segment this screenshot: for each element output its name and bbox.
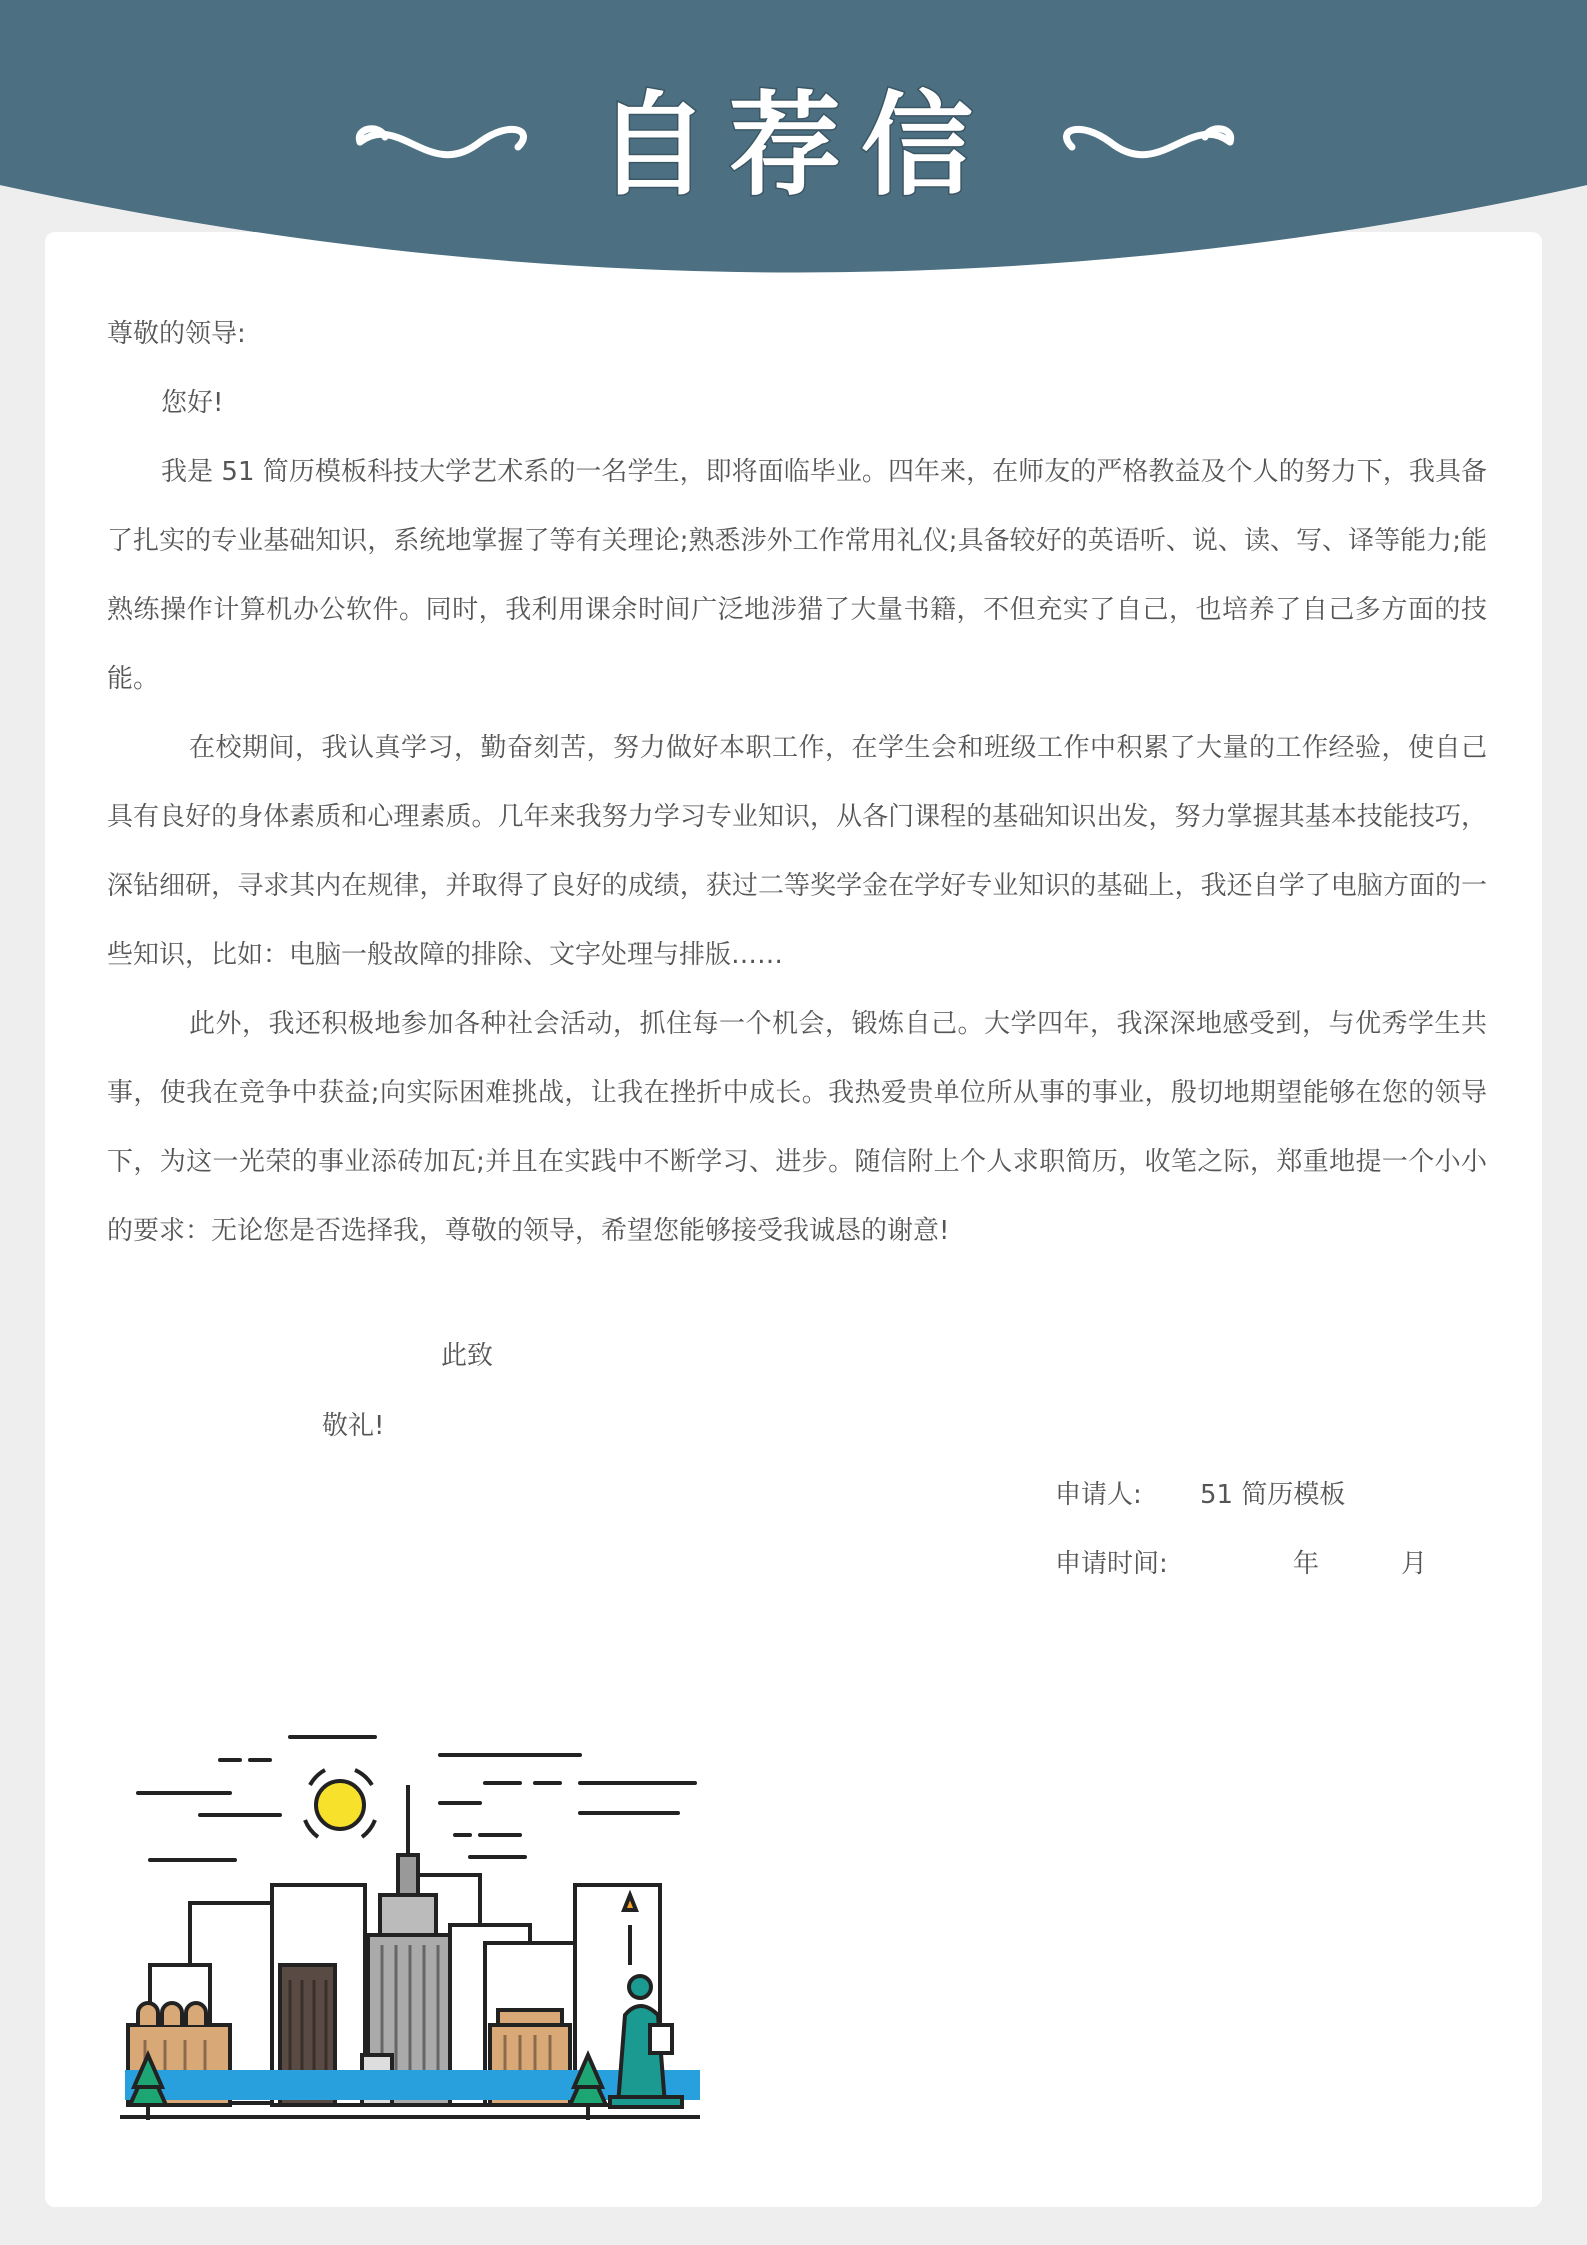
sun-icon bbox=[305, 1770, 375, 1837]
title-banner bbox=[340, 72, 1250, 212]
date-row bbox=[1055, 1534, 1427, 1594]
date-label: 申请时间: bbox=[1055, 1549, 1168, 1579]
salutation: 尊敬的领导: bbox=[107, 319, 246, 349]
skyscraper bbox=[362, 1785, 450, 2105]
paragraph-2: 在校期间，我认真学习，勤奋刻苦，努力做好本职工作，在学生会和班级工作中积累了大量的工作经验，使自己具有良好的身体素质和心理素质。几年来我努力学习专业知识，从各门课程的基础知识出发，努力掌握其基本技能技巧，深钻细研，寻求其内在规律，并取得了良好的成绩，获过二等奖学金在学好专业知识的基础上，我还自学了电脑方面的一些知识，比如：电脑一般故障的排除、文字处理与排版…… bbox=[107, 733, 1487, 970]
month-label: 月 bbox=[1401, 1549, 1428, 1579]
applicant-name: 51 简历模板 bbox=[1200, 1480, 1346, 1510]
greeting: 您好! bbox=[161, 388, 224, 418]
paragraph-1: 我是 51 简历模板科技大学艺术系的一名学生，即将面临毕业。四年来，在师友的严格教益及个人的努力下，我具备了扎实的专业基础知识，系统地掌握了等有关理论;熟悉涉外工作常用礼仪;具备较好的英语听、说、读、写、译等能力;能熟练操作计算机办公软件。同时，我利用课余时间广泛地涉猎了大量书籍，不但充实了自己，也培养了自己多方面的技能。 bbox=[107, 457, 1487, 694]
city-skyline-illustration bbox=[110, 1725, 710, 2130]
year-label: 年 bbox=[1293, 1549, 1320, 1579]
sky-lines bbox=[138, 1737, 695, 1860]
letter-body bbox=[107, 300, 1487, 1266]
paragraph-3: 此外，我还积极地参加各种社会活动，抓住每一个机会，锻炼自己。大学四年，我深深地感受到，与优秀学生共事，使我在竞争中获益;向实际困难挑战，让我在挫折中成长。我热爱贵单位所从事的事业，殷切地期望能够在您的领导下，为这一光荣的事业添砖加瓦;并且在实践中不断学习、进步。随信附上个人求职简历，收笔之际，郑重地提一个小小的要求：无论您是否选择我，尊敬的领导，希望您能够接受我诚恳的谢意! bbox=[107, 1009, 1487, 1246]
closing-line-1: 此致 bbox=[441, 1341, 494, 1371]
page-title: 自荐信 bbox=[597, 81, 993, 211]
right-flourish-icon bbox=[1066, 129, 1230, 155]
applicant-row bbox=[1055, 1465, 1345, 1525]
left-flourish-icon bbox=[359, 129, 523, 155]
closing-line-2: 敬礼! bbox=[322, 1411, 385, 1441]
applicant-label: 申请人: bbox=[1055, 1480, 1142, 1510]
